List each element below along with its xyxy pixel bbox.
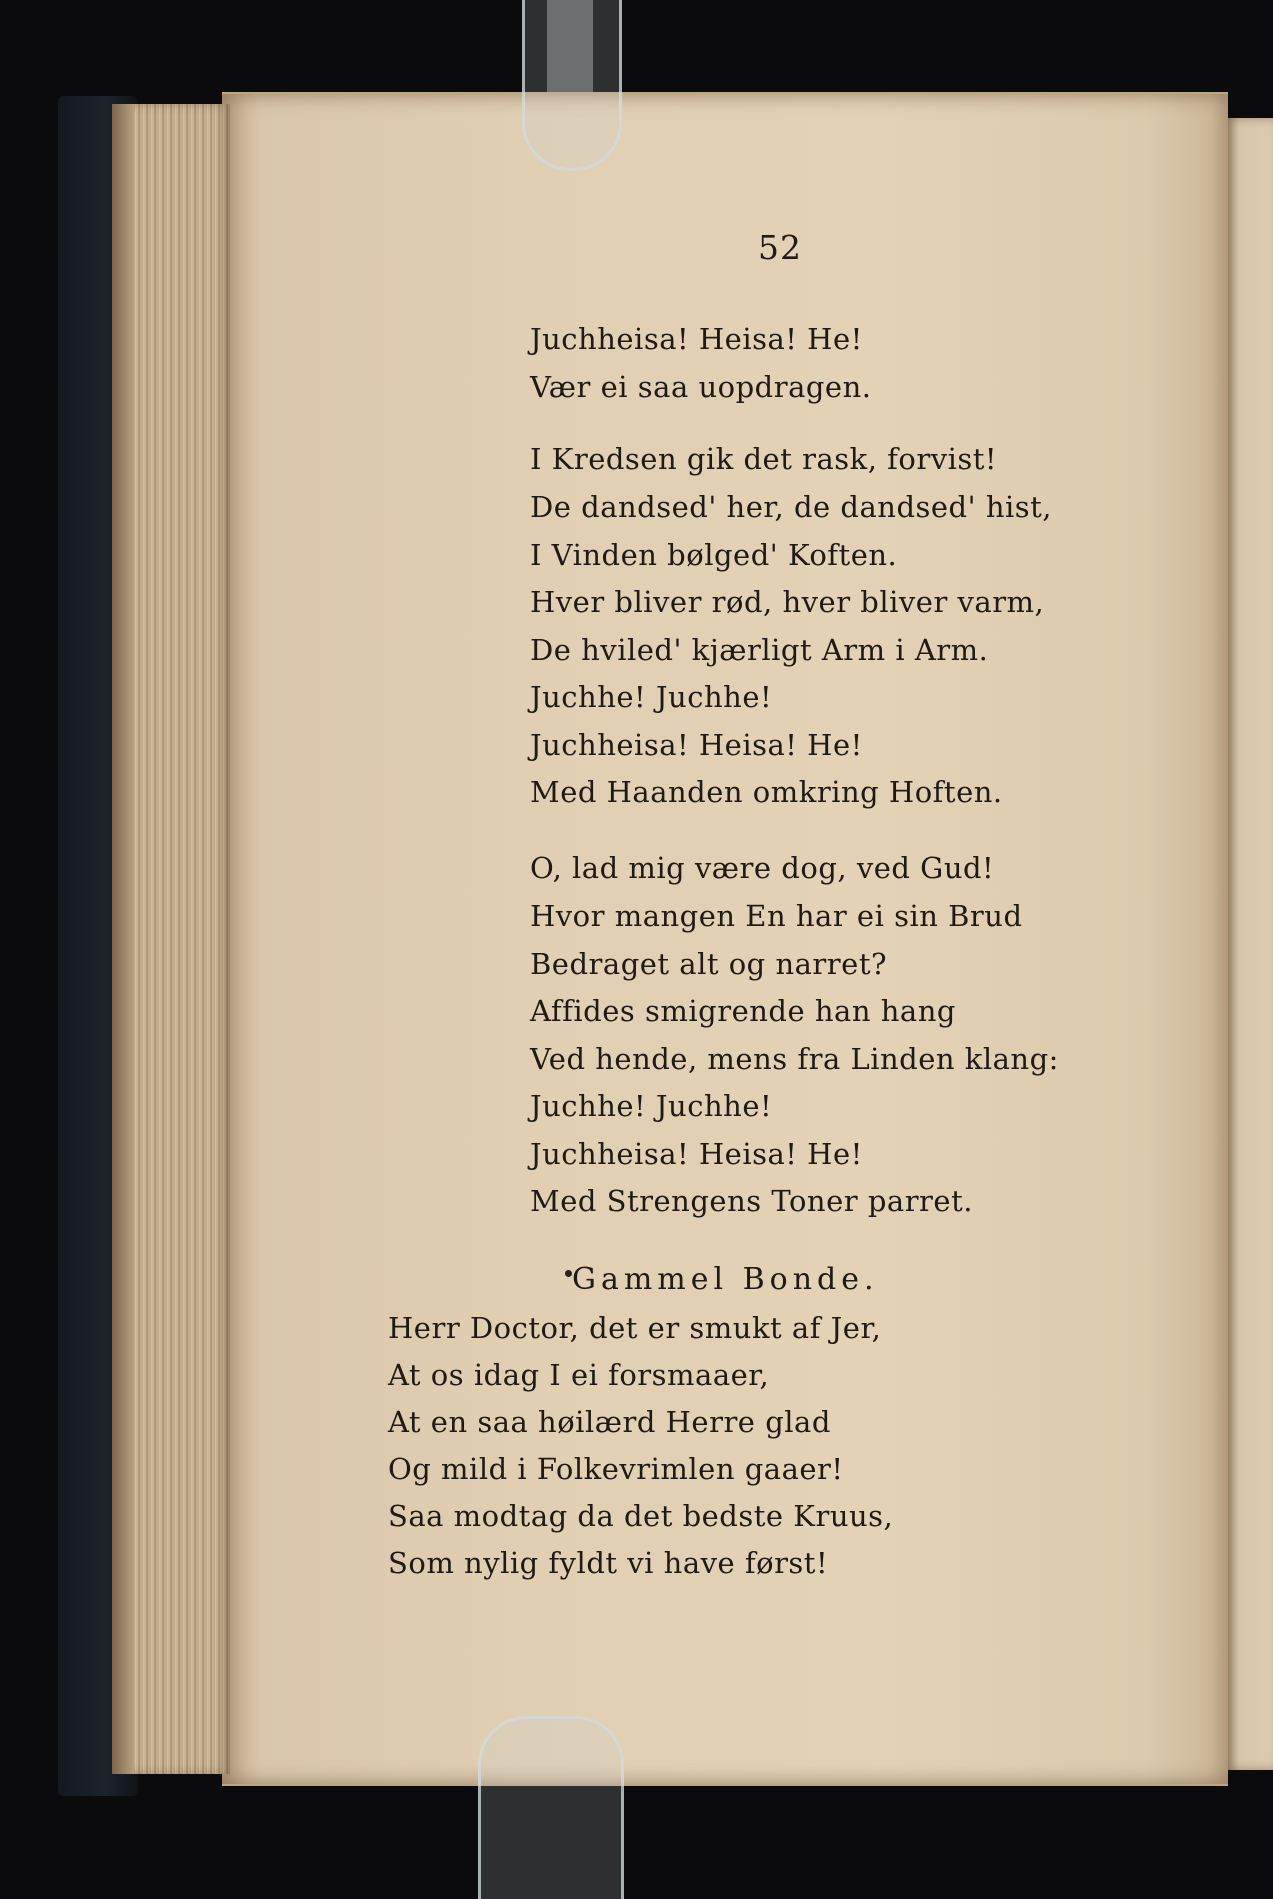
stray-dot	[565, 1270, 572, 1277]
verse-line: Ved hende, mens fra Linden klang:	[530, 1042, 1059, 1076]
verse-line: At en saa høilærd Herre glad	[388, 1405, 831, 1439]
verse-line: Herr Doctor, det er smukt af Jer,	[388, 1311, 882, 1345]
verse-line: Saa modtag da det bedste Kruus,	[388, 1499, 894, 1533]
verse-line: O, lad mig være dog, ved Gud!	[530, 851, 995, 885]
verse-line: Som nylig fyldt vi have først!	[388, 1546, 829, 1580]
verse-line: Hver bliver rød, hver bliver varm,	[530, 585, 1045, 619]
verse-line: Hvor mangen En har ei sin Brud	[530, 899, 1023, 933]
verse-line: Juchheisa! Heisa! He!	[530, 1137, 863, 1171]
verse-line: Bedraget alt og narret?	[530, 947, 888, 981]
verse-line: At os idag I ei forsmaaer,	[388, 1358, 770, 1392]
section-heading: Gammel Bonde.	[572, 1262, 879, 1297]
verse-line: De dandsed' her, de dandsed' hist,	[530, 490, 1053, 524]
verse-line: Juchheisa! Heisa! He!	[530, 728, 863, 762]
verse-line: Med Strengens Toner parret.	[530, 1184, 973, 1218]
verse-line: Vær ei saa uopdragen.	[530, 370, 872, 404]
page-number: 52	[758, 228, 802, 267]
verse-line: Og mild i Folkevrimlen gaaer!	[388, 1452, 844, 1486]
verse-line: I Kredsen gik det rask, forvist!	[530, 442, 998, 476]
verse-line: Juchheisa! Heisa! He!	[530, 322, 863, 356]
verse-line: Med Haanden omkring Hoften.	[530, 775, 1003, 809]
verse-line: I Vinden bølged' Koften.	[530, 538, 898, 572]
verse-line: Juchhe! Juchhe!	[530, 680, 773, 714]
verse-line: Juchhe! Juchhe!	[530, 1089, 773, 1123]
verse-line: Affides smigrende han hang	[530, 994, 956, 1028]
verse-line: De hviled' kjærligt Arm i Arm.	[530, 633, 989, 667]
